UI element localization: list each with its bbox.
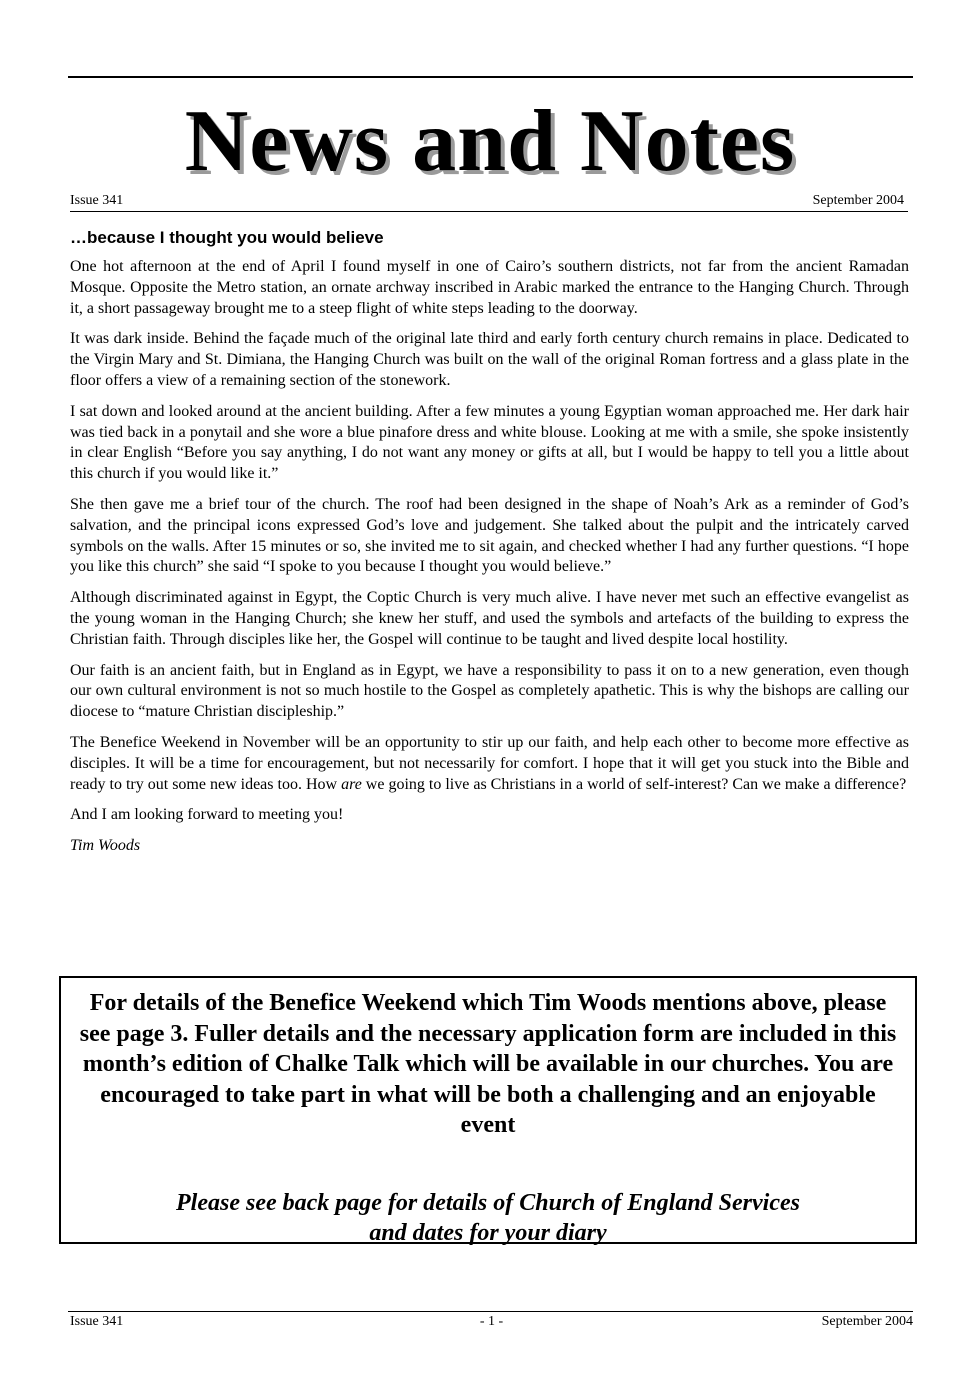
article-paragraph [70,733,909,795]
article-paragraph: It was dark inside. Behind the façade much of the original late third and early forth century church remains in place. Dedicated to the Virgin Mary and St. Dimiana, the Hanging Church was built on the wall of the original Roman fortress and a glass plate in the floor offers a view of a remaining section of the stonework. [70,330,909,389]
article-body [70,257,909,867]
emphasis-text: are [341,775,362,793]
issue-line [70,193,908,212]
article-signature: Tim Woods [70,837,141,855]
issue-number: Issue 341 [70,193,124,208]
notice-main-text: For details of the Benefice Weekend which Tim Woods mentions above, please see page 3. Fuller details and the necessary application form are included in this month’s edition of Chalke Talk which will be available in our churches. You are encouraged to take part in what will be both a challenging and an enjoyable event [79,990,897,1138]
article-paragraph: Although discriminated against in Egypt, the Coptic Church is very much alive. I have never met such an effective evangelist as the young woman in the Hanging Church; she knew her stuff, and used the symbols and artefacts of the building to express the Christian faith. Through disciples like her, the Gospel will continue to be taught and lived despite local hostility. [70,589,909,648]
notice-box [59,976,917,1244]
notice-sub-text [77,1188,899,1249]
article-paragraph: One hot afternoon at the end of April I found myself in one of Cairo’s southern districts, not far from the ancient Ramadan Mosque. Opposite the Metro station, an ornate archway inscribed in Arabic marked the entrance to the Hanging Church. Through it, a short passageway brought me to a steep flight of white steps leading to the doorway. [70,258,909,317]
paragraph-text: we going to live as Christians in a world of self-interest? Can we make a difference? [361,775,907,793]
article-headline: …because I thought you would believe [70,228,384,247]
footer-rule [68,1311,913,1312]
notice-sub-line: Please see back page for details of Church of England Services [176,1189,800,1216]
page-footer [70,1314,913,1332]
masthead-title: News and Notes [184,93,796,190]
footer-date: September 2004 [821,1314,913,1329]
paragraph-text: The Benefice Weekend in November will be an opportunity to stir up our faith, and help each other to become more effective as disciples. It will be a time for encouragement, but not necessarily for comfort. I hope that it will get you stuck into the Bible and ready to try out some new ideas too. How [70,733,909,793]
article-paragraph: She then gave me a brief tour of the church. The roof had been designed in the shape of Noah’s Ark as a reminder of God’s salvation, and the principal icons expressed God’s love and judgement. She talked about the pulpit and the intricately carved symbols on the walls. After 15 minutes or so, she invited me to sit again, and checked whether I had any further questions. “I hope you like this church” she said “I spoke to you because I thought you would believe.” [70,495,909,576]
footer-page-number: - 1 - [479,1314,504,1329]
footer-issue: Issue 341 [70,1314,124,1329]
top-rule [68,76,913,78]
article-paragraph: Our faith is an ancient faith, but in England as in Egypt, we have a responsibility to pass it on to a new generation, even though our own cultural environment is not so much hostile to the Gospel as completely apathetic. This is why the bishops are calling our diocese to “mature Christian discipleship.” [70,661,909,721]
article-closing: And I am looking forward to meeting you! [70,806,344,824]
article-paragraph: I sat down and looked around at the ancient building. After a few minutes a young Egyptian woman approached me. Her dark hair was tied back in a ponytail and she wore a blue pinafore dress and white blouse. Looking at me with a smile, she spoke insistently in clear English “Before you say anything, I do not want any money or gifts at all, but I would be happy to tell you a little about this church if you would like it.” [70,402,909,483]
issue-date: September 2004 [812,193,904,208]
notice-sub-line: and dates for your diary [369,1220,607,1246]
